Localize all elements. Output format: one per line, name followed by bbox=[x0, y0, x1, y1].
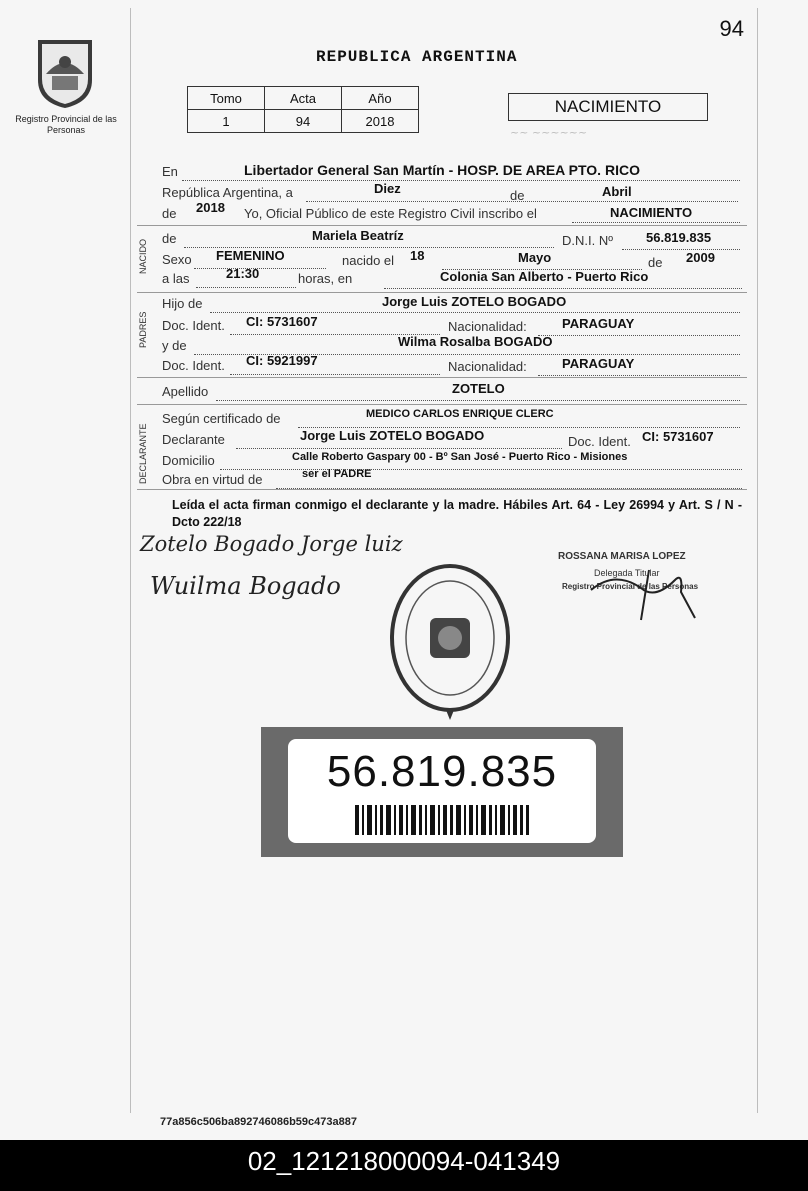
label-certificado: Según certificado de bbox=[162, 411, 281, 426]
right-margin-line bbox=[757, 8, 758, 1113]
mother-name: Wilma Rosalba BOGADO bbox=[398, 334, 553, 349]
father-nationality: PARAGUAY bbox=[562, 316, 635, 331]
officer-stamp-office: Registro Provincial de las Personas bbox=[562, 582, 699, 591]
provincial-seal-logo bbox=[32, 34, 98, 110]
label-dni: D.N.I. Nº bbox=[562, 233, 613, 248]
label-apellido: Apellido bbox=[162, 384, 209, 399]
surname: ZOTELO bbox=[452, 381, 505, 396]
officer-signature bbox=[585, 560, 705, 626]
section-divider bbox=[137, 489, 747, 490]
declarant-signature: Zotelo Bogado Jorge luiz bbox=[140, 532, 403, 556]
label-sexo: Sexo bbox=[162, 252, 192, 267]
document-title: REPUBLICA ARGENTINA bbox=[316, 48, 518, 66]
officer-stamp-name: ROSSANA MARISA LOPEZ bbox=[558, 551, 686, 562]
label-officer: Yo, Oficial Público de este Registro Civil inscribo el bbox=[244, 206, 537, 221]
register-value-tomo: 1 bbox=[188, 110, 265, 133]
register-header-acta: Acta bbox=[265, 87, 342, 110]
label-de-year: de bbox=[162, 206, 177, 221]
section-divider bbox=[137, 225, 747, 226]
declarant-address: Calle Roberto Gaspary 00 - Bº San José - Puerto Rico - Misiones bbox=[292, 451, 628, 463]
father-name: Jorge Luis ZOTELO BOGADO bbox=[382, 294, 567, 309]
declarant-name: Jorge Luis ZOTELO BOGADO bbox=[300, 428, 485, 443]
label-de-name: de bbox=[162, 231, 177, 246]
registration-act-type: NACIMIENTO bbox=[610, 205, 693, 220]
declarant-capacity: ser el PADRE bbox=[302, 468, 372, 480]
label-de-birth-year: de bbox=[648, 255, 663, 270]
child-dni: 56.819.835 bbox=[646, 230, 712, 245]
register-table bbox=[187, 86, 419, 133]
certificate-issuer: MEDICO CARLOS ENRIQUE CLERC bbox=[366, 408, 554, 420]
mother-signature: Wuilma Bogado bbox=[150, 572, 341, 600]
act-type-box: NACIMIENTO bbox=[508, 93, 708, 121]
label-doc-father: Doc. Ident. bbox=[162, 318, 225, 333]
section-label-nacido: NACIDO bbox=[138, 238, 148, 274]
label-y-de: y de bbox=[162, 338, 187, 353]
official-oval-stamp bbox=[380, 560, 520, 720]
register-header-tomo: Tomo bbox=[188, 87, 265, 110]
barcode-label bbox=[288, 739, 596, 843]
faint-handwritten-note: ~~ ~~~~~~ bbox=[510, 126, 588, 139]
mother-nationality: PARAGUAY bbox=[562, 356, 635, 371]
page-number: 94 bbox=[719, 16, 744, 41]
section-divider bbox=[137, 404, 747, 405]
label-nationality-father: Nacionalidad: bbox=[448, 319, 527, 334]
registration-month: Abril bbox=[602, 184, 632, 199]
label-de: de bbox=[510, 188, 525, 203]
register-header-anio: Año bbox=[342, 87, 419, 110]
birth-time: 21:30 bbox=[226, 266, 260, 281]
birth-place: Colonia San Alberto - Puerto Rico bbox=[440, 269, 649, 284]
barcode-bars bbox=[355, 805, 529, 835]
dni-barcode-sticker bbox=[261, 727, 623, 857]
barcode-number: 56.819.835 bbox=[326, 747, 558, 796]
child-sex: FEMENINO bbox=[216, 248, 285, 263]
section-divider bbox=[137, 292, 747, 293]
label-nationality-mother: Nacionalidad: bbox=[448, 359, 527, 374]
label-domicilio: Domicilio bbox=[162, 453, 215, 468]
registration-place: Libertador General San Martín - HOSP. DE AREA PTO. RICO bbox=[244, 162, 640, 178]
child-name: Mariela Beatríz bbox=[312, 228, 404, 243]
closing-text: Leída el acta firman conmigo el declarante y la madre. Hábiles Art. 64 - Ley 26994 y Art. S / N - Dcto 222/18 bbox=[172, 498, 742, 529]
birth-day: 18 bbox=[410, 248, 425, 263]
section-label-padres: PADRES bbox=[138, 311, 148, 348]
label-nacido-el: nacido el bbox=[342, 253, 395, 268]
officer-stamp-title: Delegada Titular bbox=[594, 568, 660, 578]
footer-document-code: 02_121218000094-041349 bbox=[247, 1146, 561, 1176]
label-horas: horas, en bbox=[298, 271, 353, 286]
label-doc-declarant: Doc. Ident. bbox=[568, 434, 631, 449]
label-declarante: Declarante bbox=[162, 432, 225, 447]
registration-year: 2018 bbox=[196, 200, 225, 215]
section-label-declarante: DECLARANTE bbox=[138, 423, 148, 484]
label-obra: Obra en virtud de bbox=[162, 472, 263, 487]
label-republica: República Argentina, a bbox=[162, 185, 293, 200]
label-en: En bbox=[162, 164, 178, 179]
birth-year: 2009 bbox=[686, 250, 715, 265]
section-divider bbox=[137, 377, 747, 378]
left-margin-line bbox=[130, 8, 131, 1113]
label-doc-mother: Doc. Ident. bbox=[162, 358, 225, 373]
father-doc: CI: 5731607 bbox=[246, 314, 318, 329]
mother-doc: CI: 5921997 bbox=[246, 353, 318, 368]
birth-month: Mayo bbox=[518, 250, 552, 265]
label-a-las: a las bbox=[162, 271, 190, 286]
register-value-acta: 94 bbox=[265, 110, 342, 133]
registration-day: Diez bbox=[374, 181, 401, 196]
label-hijo-de: Hijo de bbox=[162, 296, 203, 311]
register-value-anio: 2018 bbox=[342, 110, 419, 133]
logo-caption: Registro Provincial de las Personas bbox=[15, 114, 117, 135]
document-hash: 77a856c506ba892746086b59c473a887 bbox=[160, 1116, 357, 1128]
declarant-doc: CI: 5731607 bbox=[642, 429, 714, 444]
